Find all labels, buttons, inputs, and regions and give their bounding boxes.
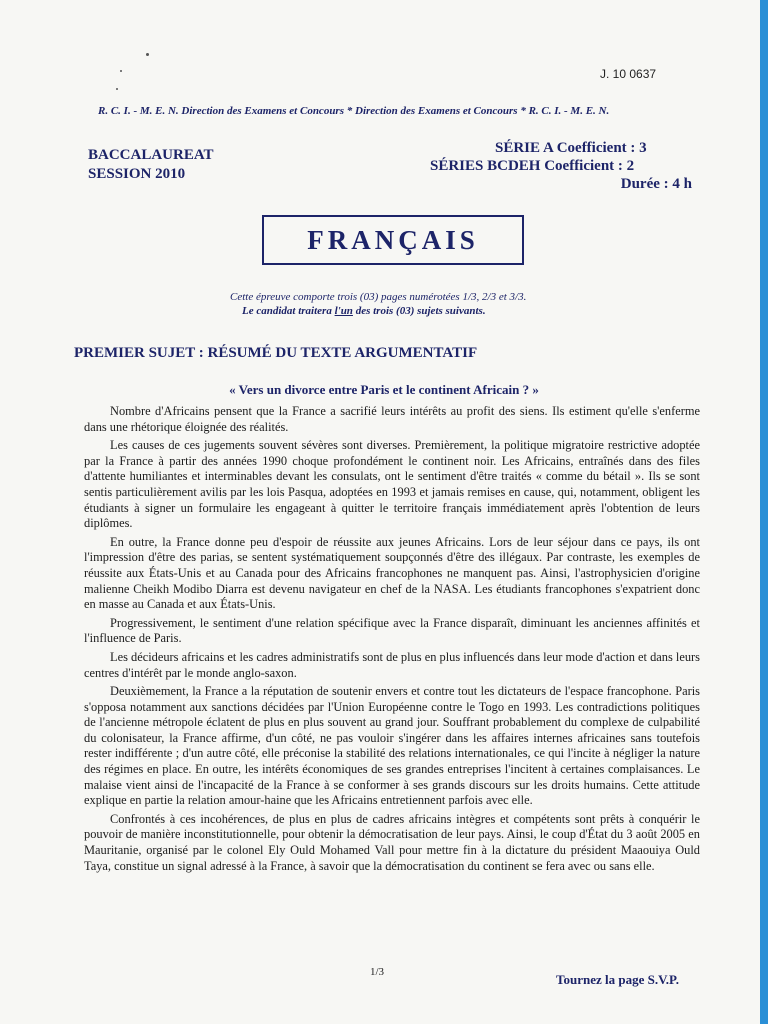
instruction-note [230, 304, 610, 318]
scan-edge [760, 0, 768, 1024]
paragraph: Confrontés à ces incohérences, de plus en plus de cadres africains intègres et compétents sont prêts à conquérir le pouvoir de manière inconstitutionnelle, pour obtenir la démocratisation de leur pays. Ainsi, le coup d'État du 3 août 2005 en Mauritanie, organisé par le colonel Ely Ould Mohamed Vall pour mettre fin à la dictature du président Maaouiya Ould Taya, constitue un signal adressé à la France, à savoir que la démocratisation du continent se fera avec ou sans elle. [84, 811, 700, 873]
pages-note: Cette épreuve comporte trois (03) pages numérotées 1/3, 2/3 et 3/3. [230, 291, 527, 303]
subject-heading: PREMIER SUJET : RÉSUMÉ DU TEXTE ARGUMENTATIF [74, 345, 478, 361]
scan-speck [146, 53, 149, 56]
scan-speck [120, 70, 122, 72]
document-reference: J. 10 0637 [600, 67, 657, 81]
ministry-banner: R. C. I. - M. E. N. Direction des Examens et Concours * Direction des Examens et Concours * R. C. I. - M. E. N. [98, 105, 610, 117]
instruction-before: Le candidat traitera [242, 305, 335, 317]
subject-title: FRANÇAIS [307, 224, 479, 255]
paragraph: Les décideurs africains et les cadres administratifs sont de plus en plus influencés dans leur mode d'action et dans leurs centres d'intérêt par le monde anglo-saxon. [84, 649, 700, 680]
scan-speck [116, 88, 118, 90]
exam-name: BACCALAUREAT [88, 147, 214, 163]
page-number: 1/3 [370, 966, 385, 978]
exam-session: SESSION 2010 [88, 166, 186, 182]
subject-title-box [262, 215, 524, 265]
exam-header-right [430, 139, 692, 193]
exam-header-left [88, 146, 214, 184]
series-bcdeh-coefficient: SÉRIES BCDEH Coefficient : 2 [430, 158, 635, 174]
paragraph: En outre, la France donne peu d'espoir de réussite aux jeunes Africains. Lors de leur séjour dans ce pays, ils ont l'impression d'être des parias, se sentent systématiquement soupçonnés d'être des illégaux. Par contraste, les exemples de réussite aux États-Unis et au Canada pour des Africains francophones ne manquent pas. Ainsi, l'astrophysicien d'origine malienne Cheikh Modibo Diarra est devenu navigateur en chef de la NASA. Les étudiants francophones s'expatrient donc en masse au Canada et aux États-Unis. [84, 534, 700, 612]
paragraph: Les causes de ces jugements souvent sévères sont diverses. Premièrement, la politique migratoire restrictive adoptée par la France à partir des années 1990 choque profondément le continent noir. Les Africains, entraînés dans des files d'attente humiliantes et interminables devant les consulats, ont le sentiment d'être traités « comme du bétail ». Ils se sont sentis particulièrement avilis par les lois Pasqua, adoptées en 1993 et jamais remises en cause, qui, notamment, obligent les étudiants à signer un formulaire les engageant à quitter le territoire français immédiatement après l'obtention de leurs diplômes. [84, 438, 700, 531]
paragraph: Progressivement, le sentiment d'une relation spécifique avec la France disparaît, diminuant les anciennes affinités et l'influence de Paris. [84, 615, 700, 646]
paragraph: Nombre d'Africains pensent que la France a sacrifié leurs intérêts au profit des siens. Ils estiment qu'elle s'enferme dans une rhétorique éloignée des réalités. [84, 404, 700, 434]
serie-a-coefficient: SÉRIE A Coefficient : 3 [495, 140, 647, 156]
paragraph: Deuxièmement, la France a la réputation de soutenir envers et contre tout les dictateurs de l'espace francophone. Paris s'opposa notamment aux sanctions décidées par l'Union Européenne contre le Togo en 1993. Les contradictions politiques de l'ancienne métropole éclatent de plus en plus souvent au grand jour. Souffrant probablement du complexe de culpabilité du colonisateur, la France affirme, d'un côté, ne pas vouloir s'ingérer dans les affaires internes africaines sans toutefois rester indifférente ; d'un autre côté, elle préconise la stabilité des relations internationales, ce qui l'incite à négliger la nature des régimes en place. En outre, les intérêts économiques de ses grandes entreprises l'incitent à certaines complaisances. Le malaise vient ainsi de l'incapacité de la France à se conformer à ses grands discours sur les droits humains. Cette attitude explique en partie la relation amour-haine que les Africains entretiennent parfois avec elle. [84, 684, 700, 808]
turn-page-note: Tournez la page S.V.P. [556, 972, 680, 987]
exam-notes [230, 290, 610, 318]
instruction-emphasis: l'un [334, 305, 353, 317]
exam-duration: Durée : 4 h [620, 176, 692, 192]
argumentative-text [84, 404, 700, 877]
text-title: « Vers un divorce entre Paris et le continent Africain ? » [229, 382, 539, 397]
instruction-after: des trois (03) sujets suivants. [352, 305, 486, 317]
